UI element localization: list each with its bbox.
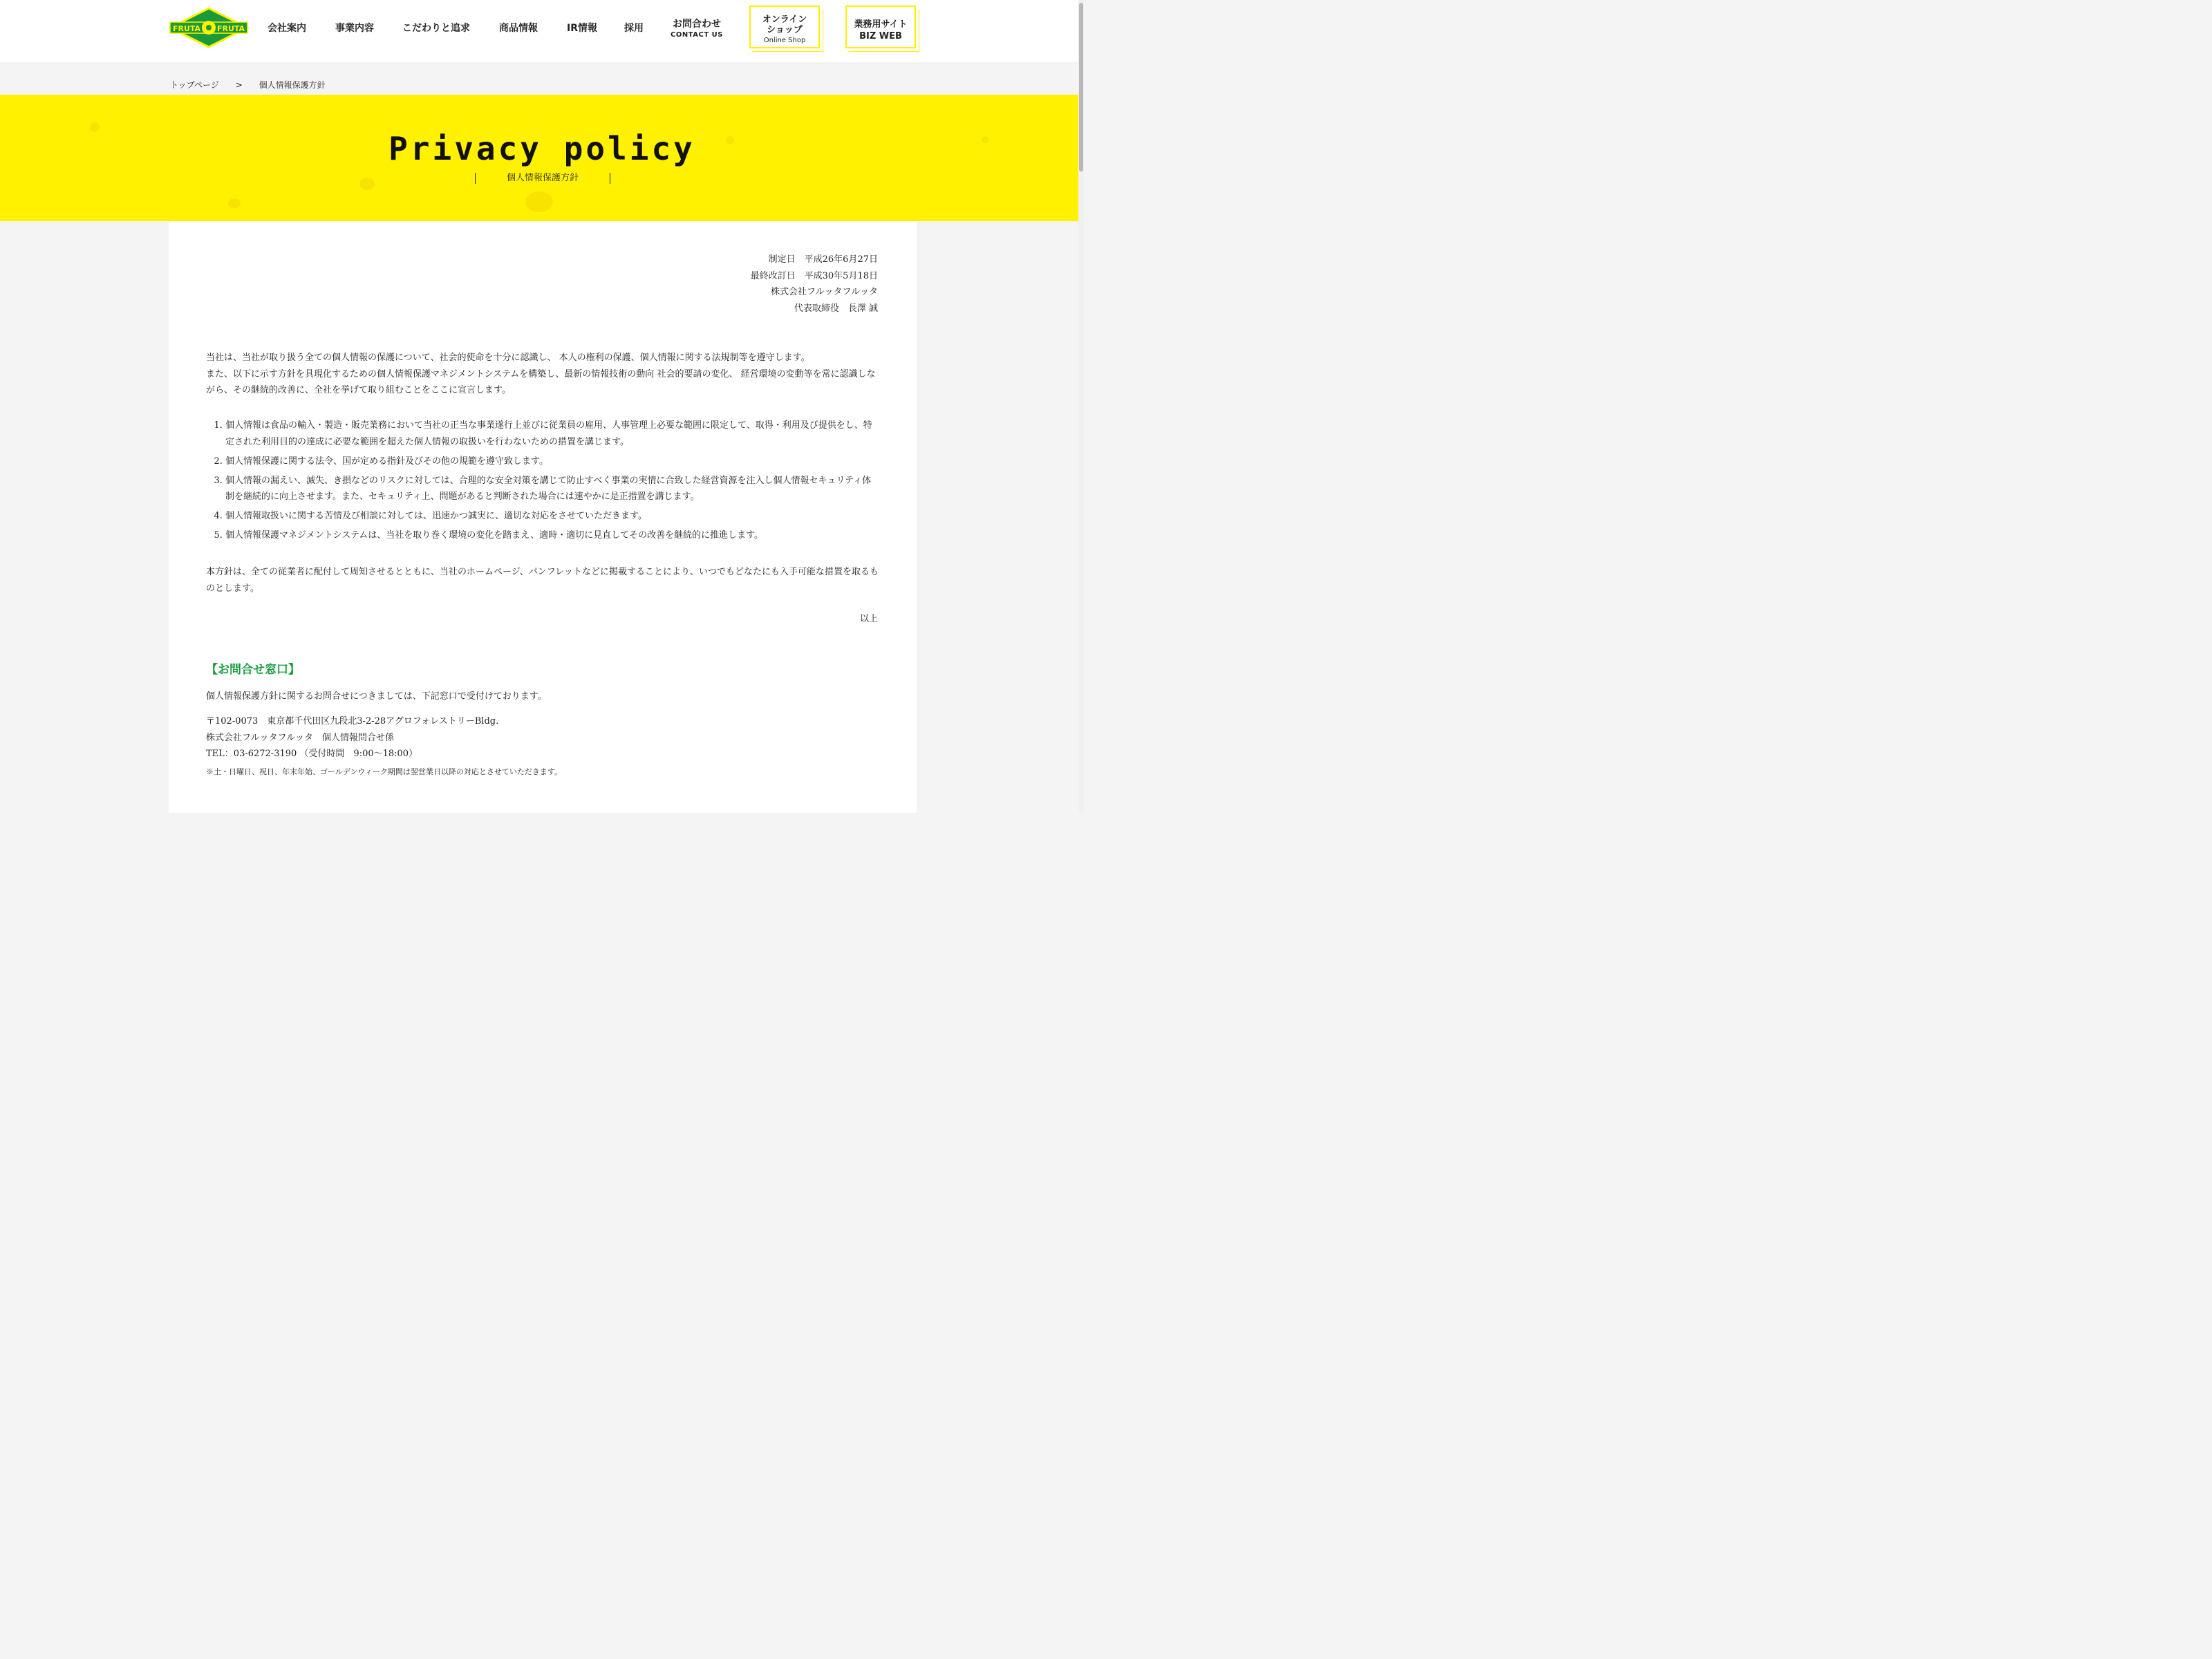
scrollbar-thumb[interactable] — [1079, 3, 1083, 171]
company-name: 株式会社フルッタフルッタ — [771, 287, 878, 297]
page-subtitle: 個人情報保護方針 — [475, 173, 610, 184]
nav-contact-label: お問合わせ — [672, 19, 721, 30]
policy-list — [206, 418, 879, 547]
policy-item: 3. 個人情報の漏えい、滅失、き損などのリスクに対しては、合理的な安全対策を講じて防止すべく事業の実情に合致した経営資源を注入し個人情報セキュリティ体制を継続的に向上させます。また、セキュリティ上、問題があると判断された場合には速やかに是正措置を講じます。 — [225, 473, 879, 505]
breadcrumb-home[interactable]: トップページ — [170, 80, 219, 90]
banner-texture — [228, 198, 241, 208]
biz-web-line2: BIZ WEB — [859, 31, 902, 41]
revised-date: 最終改訂日 平成30年5月18日 — [750, 270, 878, 281]
nav-contact-sub: CONTACT US — [671, 31, 723, 39]
main-content — [169, 221, 917, 813]
banner-texture — [359, 178, 375, 190]
nav-company[interactable]: 会社案内 — [268, 23, 306, 34]
contact-dept: 株式会社フルッタフルッタ 個人情報問合せ係 — [206, 732, 394, 743]
logo-text-left: FRUTA — [172, 24, 201, 33]
nav-products[interactable]: 商品情報 — [499, 23, 538, 34]
biz-web-button[interactable] — [845, 6, 916, 48]
online-shop-line2: ショップ — [767, 25, 803, 35]
online-shop-button[interactable] — [749, 6, 820, 48]
contact-heading: 【お問合せ窓口】 — [206, 663, 300, 677]
contact-note: ※土・日曜日、祝日、年末年始、ゴールデンウィーク期間は翌営業日以降の対応とさせていただきます。 — [206, 767, 563, 776]
policy-item: 4. 個人情報取扱いに関する苦情及び相談に対しては、迅速かつ誠実に、適切な対応をさせていただきます。 — [225, 508, 879, 525]
biz-web-line1: 業務用サイト — [854, 19, 908, 30]
logo-fruit-center — [206, 25, 212, 30]
breadcrumb-separator: > — [235, 80, 243, 90]
intro-paragraph-1: 当社は、当社が取り扱う全ての個人情報の保護について、社会的使命を十分に認識し、 本人の権利の保護、個人情報に関する法規制等を遵守します。 — [206, 353, 810, 363]
policy-item: 1. 個人情報は食品の輸入・製造・販売業務において当社の正当な事業遂行上並びに従業員の雇用、人事管理上必要な範囲に限定して、取得・利用及び提供をし、特定された利用目的の達成に必要な範囲を超えた個人情報の取扱いを行わないための措置を講じます。 — [225, 418, 879, 450]
nav-recruit[interactable]: 採用 — [624, 23, 644, 34]
representative: 代表取締役 長澤 誠 — [794, 303, 878, 314]
page-title: Privacy policy — [388, 130, 695, 167]
banner-texture — [525, 191, 553, 212]
logo-text-right: FRUTA — [216, 24, 245, 33]
nav-commitment[interactable]: こだわりと追求 — [402, 23, 470, 34]
fruta-fruta-logo[interactable] — [169, 7, 249, 48]
established-date: 制定日 平成26年6月27日 — [768, 254, 878, 265]
policy-item: 2. 個人情報保護に関する法令、国が定める指針及びその他の規範を遵守致します。 — [225, 453, 879, 470]
intro-paragraph-2: また、以下に示す方針を具現化するための個人情報保護マネジメントシステムを構築し、最新の情報技術の動向 社会的要請の変化、 経営環境の変動等を常に認識しながら、その継続的改善に、全社を挙げて取り組むことをここに宣言します。 — [206, 368, 876, 395]
breadcrumb-current: 個人情報保護方針 — [259, 80, 326, 90]
closing-ijo: 以上 — [859, 614, 878, 624]
page-scrollbar[interactable] — [1078, 0, 1084, 813]
policy-item: 5. 個人情報保護マネジメントシステムは、当社を取り巻く環境の変化を踏まえ、適時・適切に見直してその改善を継続的に推進します。 — [225, 527, 879, 544]
online-shop-sub: Online Shop — [763, 37, 806, 44]
nav-contact[interactable] — [671, 17, 723, 39]
intro-text — [206, 350, 879, 399]
nav-business[interactable]: 事業内容 — [335, 23, 374, 34]
closing-text: 本方針は、全ての従業者に配付して周知させるとともに、当社のホームページ、パンフレットなどに掲載することにより、いつでもどなたにも入手可能な措置を取るものとします。 — [206, 567, 879, 594]
contact-tel: TEL：03-6272-3190 （受付時間 9:00〜18:00） — [206, 749, 418, 759]
policy-meta — [751, 252, 878, 317]
nav-ir[interactable]: IR情報 — [567, 23, 597, 34]
breadcrumb — [170, 79, 339, 91]
contact-address: 〒102-0073 東京都千代田区九段北3-2-28アグロフォレストリーBldg. — [206, 716, 499, 727]
contact-lead: 個人情報保護方針に関するお問合せにつきましては、下記窓口で受付けております。 — [206, 691, 547, 702]
site-header — [0, 0, 1084, 62]
contact-address-block — [206, 713, 498, 762]
online-shop-line1: オンライン — [762, 15, 807, 25]
